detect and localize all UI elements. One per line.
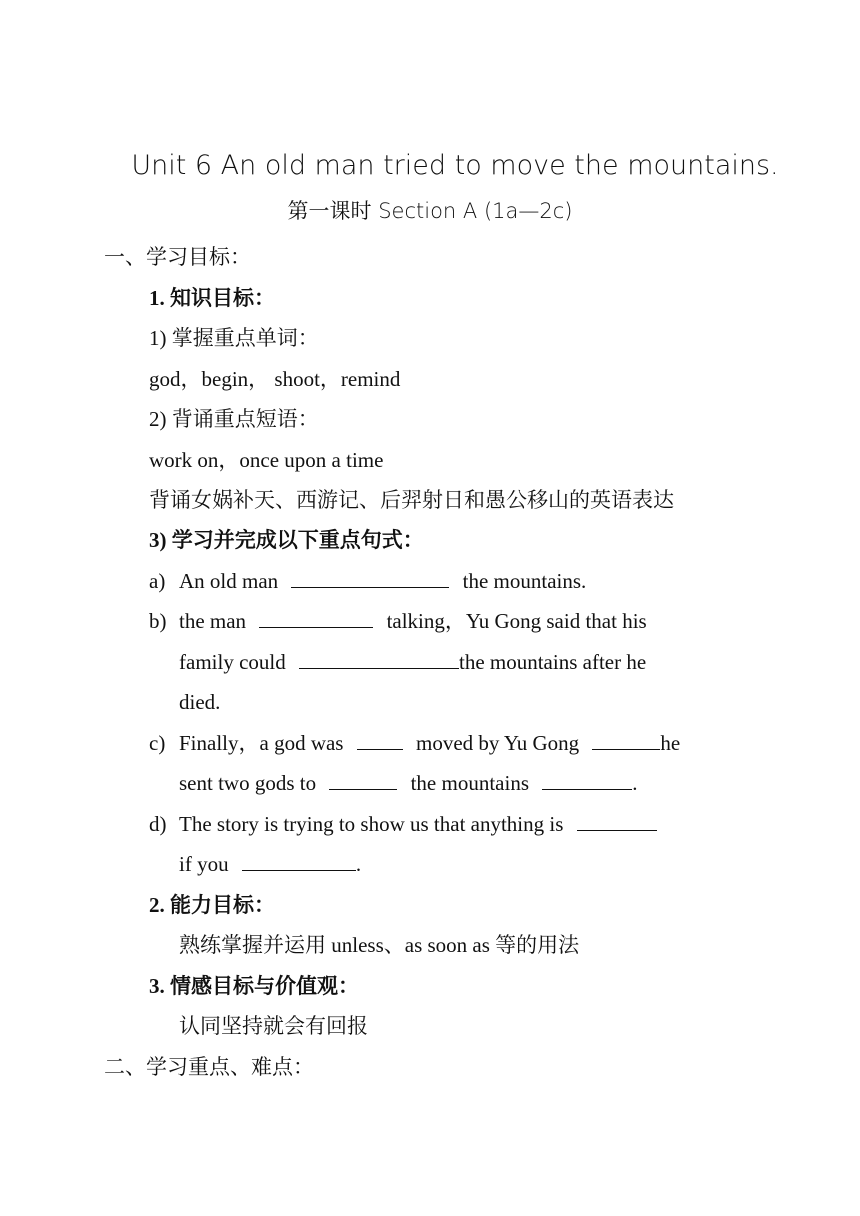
fill-blank[interactable] [577,810,657,831]
sentence-b-text-1: the man [179,609,247,633]
sentence-b-text-2: talking，Yu Gong said that his [386,609,647,633]
sentence-a-text-1: An old man [179,569,279,593]
story-recitation: 背诵女娲补天、西游记、后羿射日和愚公移山的英语表达 [149,488,674,512]
sentence-a [179,567,586,595]
fill-blank[interactable] [542,769,632,790]
knowledge-goal-label: 1. 知识目标： [149,286,275,310]
sentence-b-label: b) [149,609,167,633]
sentence-d-line1 [179,810,659,838]
sentence-d-label: d) [149,812,167,836]
fill-blank[interactable] [242,850,356,871]
sentence-c-label: c) [149,731,166,755]
sentence-b-line3: died. [179,690,221,714]
sentence-c-text-2: moved by Yu Gong [415,731,580,755]
sentence-c-text-1: Finally，a god was [179,731,344,755]
sentence-d-text-3: . [355,852,362,876]
fill-blank[interactable] [357,729,403,750]
sentence-a-label: a) [149,569,166,593]
fill-blank[interactable] [592,729,660,750]
sentence-d-line2 [179,850,361,878]
section-heading-goals: 一、学习目标： [104,245,251,269]
ability-goal-text: 熟练掌握并运用 unless、as soon as 等的用法 [179,933,580,957]
key-sentences-label: 3) 学习并完成以下重点句式： [149,528,424,552]
page-title: Unit 6 An old man tried to move the mountains. [131,150,779,181]
emotion-goal-text: 认同坚持就会有回报 [179,1014,368,1038]
sentence-b-text-4: the mountains after he [458,650,647,674]
fill-blank[interactable] [299,648,459,669]
sentence-d-text-1: The story is trying to show us that anything is [179,812,564,836]
sentence-c-line1 [179,729,680,757]
sentence-b-line1 [179,607,647,635]
fill-blank[interactable] [291,567,449,588]
page-subtitle: 第一课时 Section A (1a—2c) [287,199,573,223]
sentence-a-text-2: the mountains. [462,569,587,593]
key-phrases-label: 2) 背诵重点短语： [149,407,319,431]
sentence-b-line2 [179,648,646,676]
fill-blank[interactable] [329,769,397,790]
sentence-c-text-4: sent two gods to [179,771,317,795]
sentence-c-text-6: . [632,771,638,795]
ability-goal-label: 2. 能力目标： [149,893,275,917]
sentence-c-text-5: the mountains [410,771,529,795]
key-words: god，begin， shoot，remind [149,367,401,391]
sentence-b-text-3: family could [179,650,286,674]
emotion-goal-label: 3. 情感目标与价值观： [149,974,359,998]
sentence-d-text-2: if you [179,852,229,876]
key-words-label: 1) 掌握重点单词： [149,326,319,350]
sentence-c-text-3: he [660,731,681,755]
section-heading-key-points: 二、学习重点、难点： [104,1055,314,1079]
fill-blank[interactable] [259,607,373,628]
sentence-c-line2 [179,769,638,797]
key-phrases: work on，once upon a time [149,448,384,472]
